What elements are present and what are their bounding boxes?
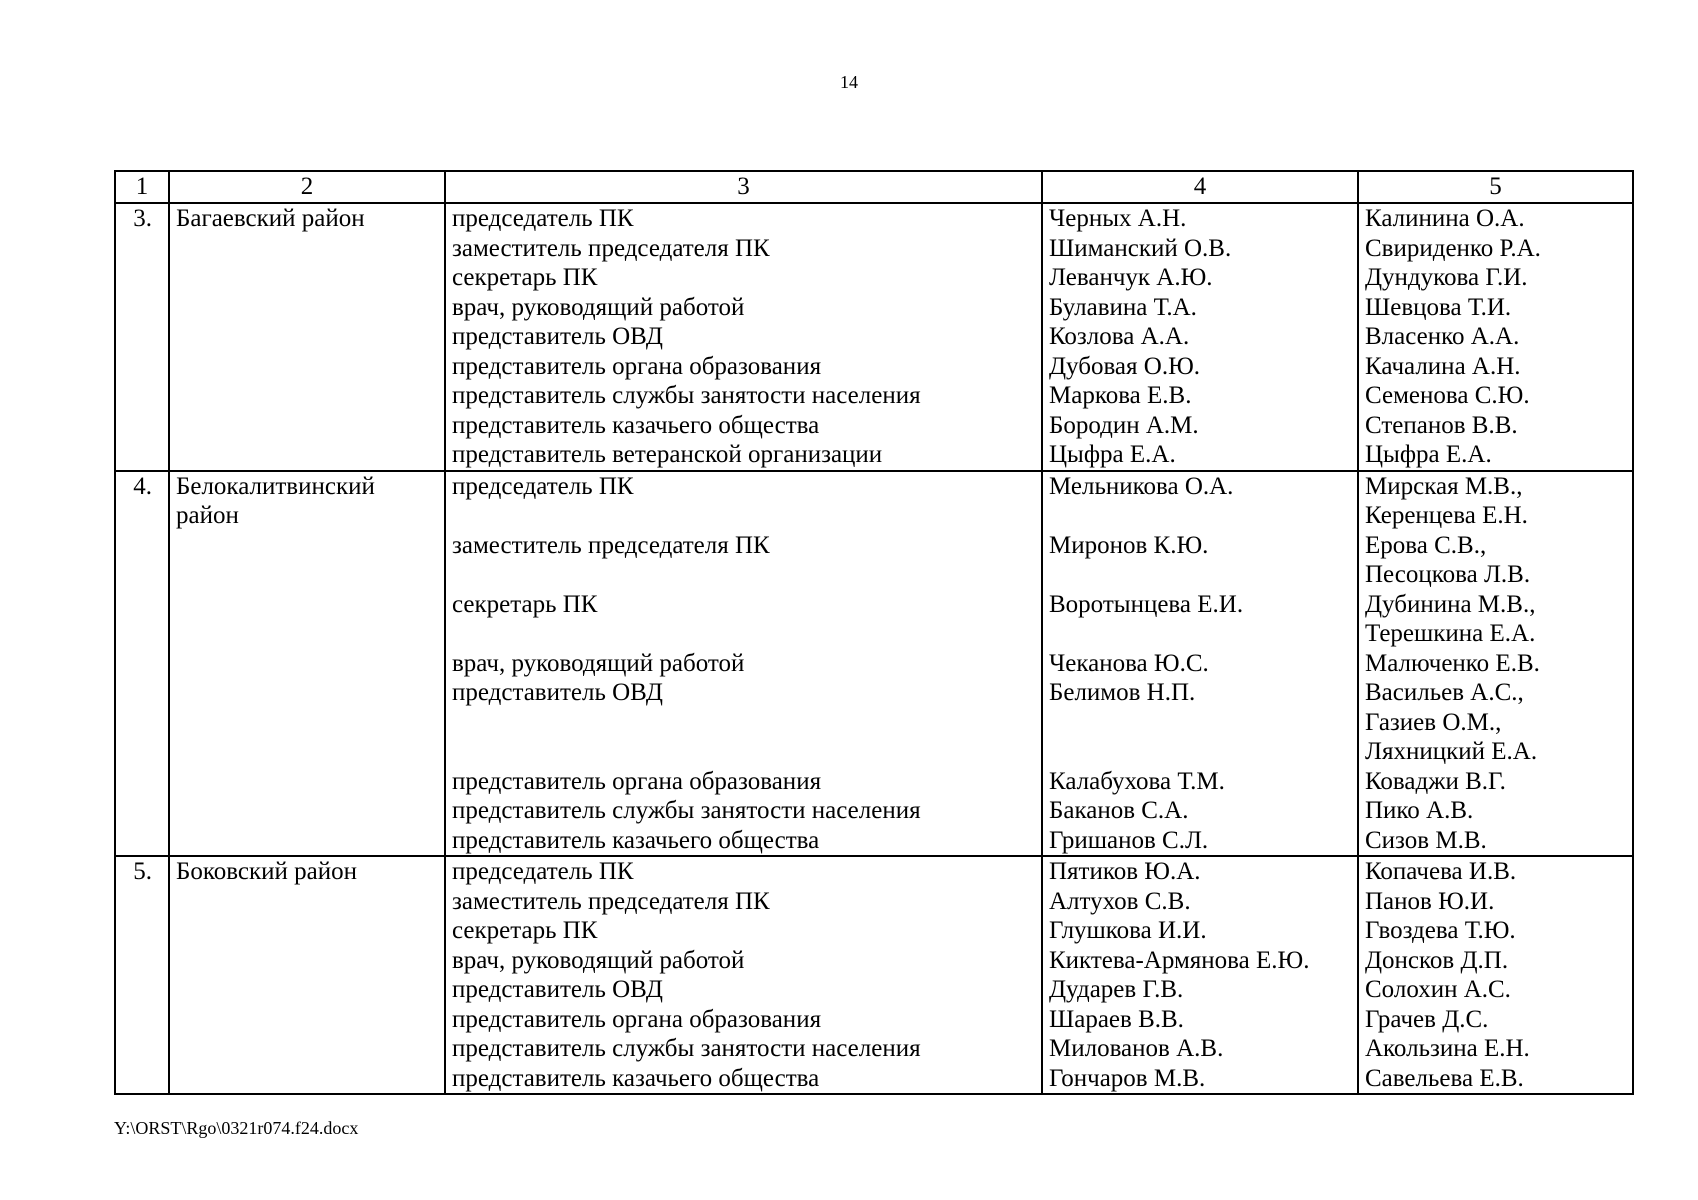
member-name-line — [1049, 560, 1351, 590]
reserve-name-line: Солохин А.С. — [1365, 976, 1511, 1003]
role-line: врач, руководящий работой — [452, 293, 745, 321]
role-line: представитель ветеранской организации — [452, 441, 883, 468]
reserve-name-line: Гвоздева Т.Ю. — [1365, 917, 1516, 944]
footer-file-path: Y:\ORST\Rgo\0321r074.f24.docx — [114, 1118, 359, 1138]
member-name-line: Чеканова Ю.С. — [1049, 649, 1209, 677]
role-line: представитель казачьего общества — [452, 411, 820, 439]
member-name-line: Киктева-Армянова Е.Ю. — [1049, 946, 1310, 974]
roles-cell — [445, 203, 1042, 471]
member-name-line: Гришанов С.Л. — [1049, 826, 1209, 854]
member-name-line: Миронов К.Ю. — [1049, 531, 1209, 559]
roles-cell — [445, 471, 1042, 857]
reserve-name-line: Коваджи В.Г. — [1365, 767, 1506, 795]
district-cell — [169, 856, 445, 1094]
member-name-line: Цыфра Е.А. — [1049, 441, 1176, 468]
member-name-line: Гончаров М.В. — [1049, 1064, 1206, 1092]
table-row — [115, 471, 1633, 857]
reserve-name-line: Газиев О.М., — [1365, 708, 1502, 736]
reserve-name-line: Пико А.В. — [1365, 797, 1474, 824]
member-name-line — [1049, 619, 1351, 649]
member-name-line: Воротынцева Е.И. — [1049, 590, 1244, 618]
reserve-name-line: Акользина Е.Н. — [1365, 1035, 1530, 1062]
header-col-2: 2 — [169, 171, 445, 203]
role-line: представитель казачьего общества — [452, 1064, 820, 1092]
reserve-name-line: Ляхницкий Е.А. — [1365, 738, 1538, 765]
reserve-name-line: Качалина А.Н. — [1365, 352, 1521, 380]
reserve-name-line: Свириденко Р.А. — [1365, 234, 1541, 262]
table-row — [115, 203, 1633, 471]
role-line — [452, 501, 1035, 531]
reserve-name-line: Терешкина Е.А. — [1365, 620, 1536, 647]
reserve-name-line: Керенцева Е.Н. — [1365, 502, 1528, 529]
member-name-line — [1049, 737, 1351, 767]
district-cell — [169, 471, 445, 857]
reserve-name-line: Дубинина М.В., — [1365, 590, 1536, 618]
row-number: 5. — [115, 856, 169, 1094]
role-line: представитель службы занятости населения — [452, 1035, 921, 1062]
role-line: представитель службы занятости населения — [452, 797, 921, 824]
member-name-line: Баканов С.А. — [1049, 797, 1189, 824]
reserve-name-line: Савельева Е.В. — [1365, 1064, 1524, 1092]
member-name-line: Дубовая О.Ю. — [1049, 352, 1201, 380]
role-line: представитель ОВД — [452, 679, 663, 706]
role-line: председатель ПК — [452, 205, 634, 232]
role-line: представитель ОВД — [452, 323, 663, 350]
member-name-line: Леванчук А.Ю. — [1049, 264, 1213, 291]
district-name-line: Багаевский район — [176, 205, 365, 232]
main-cell — [1042, 856, 1358, 1094]
role-line: врач, руководящий работой — [452, 946, 745, 974]
role-line: председатель ПК — [452, 858, 634, 885]
member-name-line: Калабухова Т.М. — [1049, 767, 1225, 795]
member-name-line: Булавина Т.А. — [1049, 293, 1197, 321]
reserve-name-line: Сизов М.В. — [1365, 826, 1487, 854]
reserve-name-line: Копачева И.В. — [1365, 858, 1517, 885]
role-line: председатель ПК — [452, 472, 634, 500]
member-name-line: Козлова А.А. — [1049, 323, 1190, 350]
role-line: представитель органа образования — [452, 352, 822, 380]
reserve-cell — [1358, 471, 1633, 857]
table-body — [115, 203, 1633, 1094]
role-line: представитель органа образования — [452, 767, 822, 795]
member-name-line: Милованов А.В. — [1049, 1035, 1224, 1062]
role-line: секретарь ПК — [452, 917, 598, 944]
district-name-line: Боковский район — [176, 858, 357, 885]
reserve-name-line: Степанов В.В. — [1365, 411, 1518, 439]
reserve-name-line: Власенко А.А. — [1365, 323, 1520, 350]
reserve-name-line: Песоцкова Л.В. — [1365, 561, 1531, 588]
member-name-line: Шараев В.В. — [1049, 1005, 1184, 1033]
member-name-line: Шиманский О.В. — [1049, 234, 1232, 262]
member-name-line: Алтухов С.В. — [1049, 887, 1191, 915]
reserve-cell — [1358, 203, 1633, 471]
member-name-line: Глушкова И.И. — [1049, 917, 1207, 944]
reserve-name-line: Ерова С.В., — [1365, 531, 1487, 559]
role-line: секретарь ПК — [452, 264, 598, 291]
member-name-line: Пятиков Ю.А. — [1049, 858, 1201, 885]
role-line: секретарь ПК — [452, 590, 598, 618]
reserve-name-line: Мирская М.В., — [1365, 472, 1523, 500]
member-name-line: Черных А.Н. — [1049, 205, 1187, 232]
role-line: заместитель председателя ПК — [452, 234, 770, 262]
header-col-4: 4 — [1042, 171, 1358, 203]
role-line — [452, 560, 1035, 590]
district-cell — [169, 203, 445, 471]
role-line — [452, 708, 1035, 738]
member-name-line: Бородин А.М. — [1049, 411, 1199, 439]
role-line: представитель казачьего общества — [452, 826, 820, 854]
role-line — [452, 737, 1035, 767]
member-name-line: Маркова Е.В. — [1049, 382, 1192, 409]
member-name-line — [1049, 708, 1351, 738]
role-line: представитель ОВД — [452, 976, 663, 1003]
reserve-cell — [1358, 856, 1633, 1094]
main-cell — [1042, 203, 1358, 471]
roles-cell — [445, 856, 1042, 1094]
reserve-name-line: Грачев Д.С. — [1365, 1005, 1489, 1033]
role-line: врач, руководящий работой — [452, 649, 745, 677]
reserve-name-line: Дундукова Г.И. — [1365, 264, 1528, 291]
reserve-name-line: Малюченко Е.В. — [1365, 649, 1540, 677]
role-line: заместитель председателя ПК — [452, 531, 770, 559]
commission-table — [114, 170, 1634, 1095]
member-name-line: Белимов Н.П. — [1049, 679, 1196, 706]
table-row — [115, 856, 1633, 1094]
header-col-5: 5 — [1358, 171, 1633, 203]
row-number: 4. — [115, 471, 169, 857]
header-col-1: 1 — [115, 171, 169, 203]
member-name-line: Дударев Г.В. — [1049, 976, 1184, 1003]
role-line: представитель органа образования — [452, 1005, 822, 1033]
reserve-name-line: Цыфра Е.А. — [1365, 441, 1492, 468]
table-header-row — [115, 171, 1633, 203]
row-number: 3. — [115, 203, 169, 471]
reserve-name-line: Донсков Д.П. — [1365, 946, 1509, 974]
member-name-line: Мельникова О.А. — [1049, 472, 1234, 500]
reserve-name-line: Калинина О.А. — [1365, 205, 1525, 232]
role-line: представитель службы занятости населения — [452, 382, 921, 409]
main-cell — [1042, 471, 1358, 857]
role-line: заместитель председателя ПК — [452, 887, 770, 915]
district-name-line: Белокалитвинский — [176, 472, 375, 500]
reserve-name-line: Шевцова Т.И. — [1365, 293, 1512, 321]
page-number: 14 — [840, 72, 858, 92]
reserve-name-line: Семенова С.Ю. — [1365, 382, 1530, 409]
header-col-3: 3 — [445, 171, 1042, 203]
member-name-line — [1049, 501, 1351, 531]
reserve-name-line: Панов Ю.И. — [1365, 887, 1495, 915]
role-line — [452, 619, 1035, 649]
district-name-line: район — [176, 502, 239, 529]
reserve-name-line: Васильев А.С., — [1365, 679, 1524, 706]
